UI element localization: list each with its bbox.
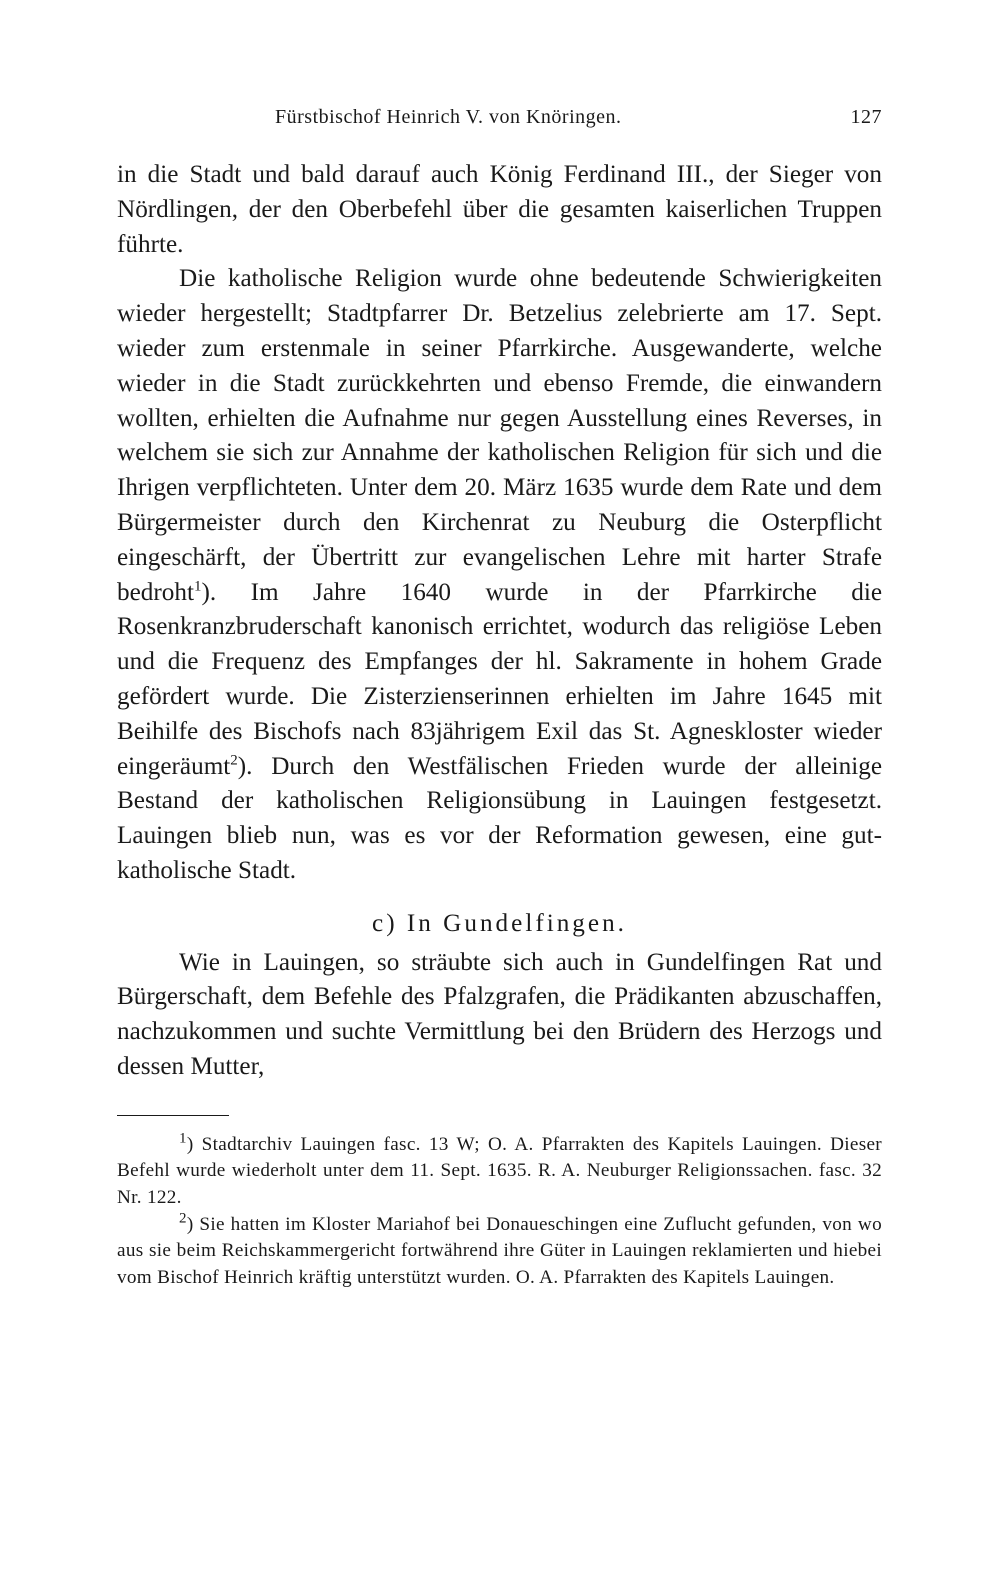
footnote-1-marker: 1 [179,1130,187,1147]
running-head-title: Fürstbischof Heinrich V. von Knöringen. [275,106,622,128]
paragraph-2-part-1: Die katholische Religion wurde ohne bedeutende Schwierigkeiten wieder hergestellt; Stadtpfarrer Dr. Betzelius zelebrierte am 17. Sept. wieder zum erstenmale in seiner Pfarrkirche. Ausgewanderte, welche wieder in die Stadt zurückkehrten und ebenso Fremde, die einwandern wollten, erhielten die Aufnahme nur gegen Ausstellung eines Reverses, in welchem sie sich zur Annahme der katholischen Religion für sich und die Ihrigen verpflichteten. Unter dem 20. März 1635 wurde dem Rate und dem Bürgermeister durch den Kirchenrat zu Neuburg die Osterpflicht eingeschärft, der Übertritt zur evangelischen Lehre mit harter Strafe bedroht [117,265,882,606]
footnote-2-marker: 2 [179,1210,187,1227]
paragraph-2-part-3: ). Durch den Westfälischen Frieden wurde der alleinige Bestand der katholischen Religionsübung in Lauingen festgesetzt. Lauingen blieb nun, was es vor der Reformation gewesen, eine gut-katholische Stadt. [117,752,882,884]
page-number: 127 [850,106,882,128]
footnote-ref-1: 1 [193,578,202,595]
footnote-2 [117,1212,882,1292]
footnote-1 [117,1132,882,1212]
footnote-2-text: ) Sie hatten im Kloster Mariahof bei Donaueschingen eine Zuflucht gefunden, von wo aus sie beim Reichskammergericht fortwährend ihre Güter in Lauingen reklamierten und hiebei vom Bischof Heinrich kräftig unterstützt wurden. O. A. Pfarrakten des Kapitels Lauingen. [117,1213,882,1288]
paragraph-3: Wie in Lauingen, so sträubte sich auch in Gundelfingen Rat und Bürgerschaft, dem Befehle des Pfalzgrafen, die Prädikanten abzuschaffen, nachzukommen und suchte Vermittlung bei den Brüdern des Herzogs und dessen Mutter, [117,948,882,1080]
footnote-ref-2: 2 [230,752,238,769]
paragraph-1: in die Stadt und bald darauf auch König Ferdinand III., der Sieger von Nördlingen, der den Oberbefehl über die gesamten kaiserlichen Truppen führte. [117,161,882,258]
book-page [117,100,882,1291]
section-heading: c) In Gundelfingen. [372,909,627,937]
paragraph-2-part-2: ). Im Jahre 1640 wurde in der Pfarrkirche die Rosenkranzbruderschaft kanonisch errichtet, wodurch das religiöse Leben und die Frequenz des Empfanges der hl. Sakramente in hohem Grade gefördert wurde. Die Zisterzienserinnen erhielten im Jahre 1645 mit Beihilfe des Bischofs nach 83jährigem Exil das St. Agneskloster wieder eingeräumt [117,578,882,780]
running-head [117,100,882,142]
footnote-1-text: ) Stadtarchiv Lauingen fasc. 13 W; O. A. Pfarrakten des Kapitels Lauingen. Dieser Befehl wurde wiederholt unter dem 11. Sept. 1635. R. A. Neuburger Religionssachen. fasc. 32 Nr. 122. [117,1133,882,1208]
paragraph-2 [117,262,882,888]
footnotes [117,1132,882,1292]
body-text [117,158,882,1085]
footnote-divider [117,1115,229,1116]
